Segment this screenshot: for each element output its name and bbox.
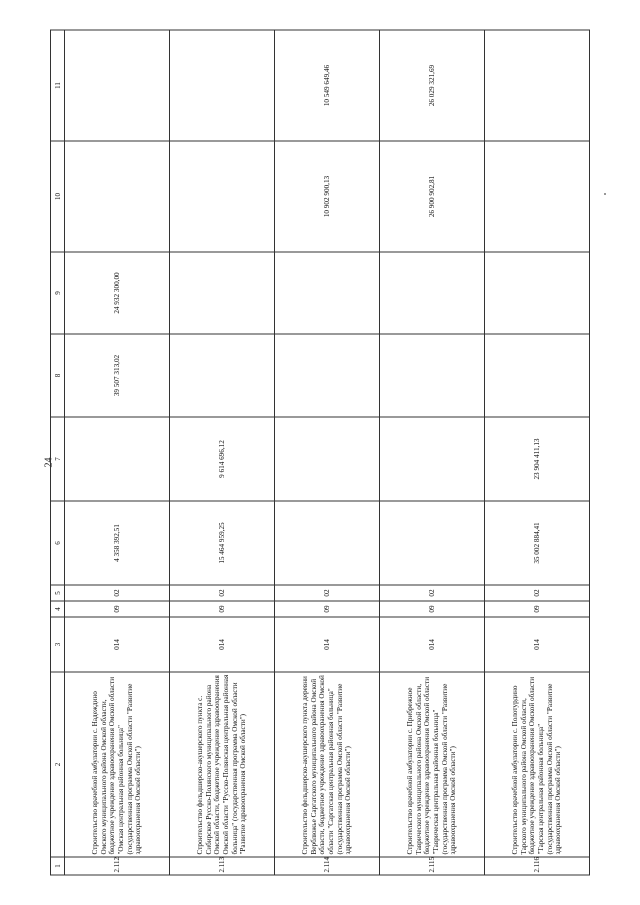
cell-col-7 bbox=[380, 417, 485, 501]
cell-col-9 bbox=[170, 252, 275, 334]
scan-speck bbox=[604, 193, 606, 195]
cell-col-8 bbox=[170, 334, 275, 417]
cell-col-7: 23 904 411,13 bbox=[485, 417, 590, 501]
cell-col-7 bbox=[275, 417, 380, 501]
cell-col-5: 02 bbox=[485, 585, 590, 601]
cell-col-9: 24 932 300,00 bbox=[65, 252, 170, 334]
col-header-4: 4 bbox=[51, 601, 65, 617]
cell-col-10: 26 900 902,81 bbox=[380, 141, 485, 252]
col-header-9: 9 bbox=[51, 252, 65, 334]
budget-table bbox=[50, 29, 590, 875]
cell-col-11 bbox=[485, 30, 590, 141]
cell-col-4: 09 bbox=[485, 601, 590, 617]
row-description: Строительство фельдшерско-акушерского пункта деревни Верблюжье Саргатского муниципального района Омской области, бюджетное учреждение здравоохранения Омской области "Саргатская центральная районная больница" (государственная программа Омской области "Развитие здравоохранения Омской области") bbox=[275, 672, 380, 857]
row-description: Строительство врачебной амбулатории с. Прибрежное Таврического муниципального района Омской области, бюджетное учреждение здравоохранения Омской области "Таврическая центральная районная больница" (государственная программа Омской области "Развитие здравоохранения Омской области") bbox=[380, 672, 485, 857]
cell-col-5: 02 bbox=[275, 585, 380, 601]
rotated-sheet bbox=[50, 30, 590, 875]
col-header-6: 6 bbox=[51, 501, 65, 585]
cell-col-10 bbox=[170, 141, 275, 252]
table-row bbox=[170, 30, 275, 875]
cell-col-9 bbox=[275, 252, 380, 334]
cell-col-8: 39 507 313,02 bbox=[65, 334, 170, 417]
col-header-10: 10 bbox=[51, 141, 65, 252]
cell-col-4: 09 bbox=[275, 601, 380, 617]
cell-col-4: 09 bbox=[65, 601, 170, 617]
col-header-7: 7 bbox=[51, 417, 65, 501]
col-header-5: 5 bbox=[51, 585, 65, 601]
cell-col-7 bbox=[65, 417, 170, 501]
col-header-2: 2 bbox=[51, 672, 65, 857]
col-header-8: 8 bbox=[51, 334, 65, 417]
cell-col-6: 35 002 884,41 bbox=[485, 501, 590, 585]
col-header-1: 1 bbox=[51, 857, 65, 875]
cell-col-3: 014 bbox=[275, 617, 380, 672]
row-number: 2.113 bbox=[170, 857, 275, 875]
cell-col-10 bbox=[65, 141, 170, 252]
table-row bbox=[275, 30, 380, 875]
cell-col-4: 09 bbox=[380, 601, 485, 617]
cell-col-3: 014 bbox=[380, 617, 485, 672]
cell-col-3: 014 bbox=[65, 617, 170, 672]
cell-col-11 bbox=[170, 30, 275, 141]
header-row bbox=[51, 30, 65, 875]
cell-col-6: 15 464 959,25 bbox=[170, 501, 275, 585]
cell-col-9 bbox=[485, 252, 590, 334]
cell-col-8 bbox=[275, 334, 380, 417]
cell-col-4: 09 bbox=[170, 601, 275, 617]
row-description: Строительство фельдшерско-акушерского пункта с. Сибирское Русско-Полянского муниципального района Омской области, бюджетное учреждение здравоохранения Омской области "Русско-Полянская центральная районная больница" (государственная программа Омской области "Развитие здравоохранения Омской области") bbox=[170, 672, 275, 857]
row-number: 2.112 bbox=[65, 857, 170, 875]
row-number: 2.114 bbox=[275, 857, 380, 875]
cell-col-3: 014 bbox=[485, 617, 590, 672]
table-row bbox=[485, 30, 590, 875]
cell-col-11: 26 029 321,69 bbox=[380, 30, 485, 141]
col-header-11: 11 bbox=[51, 30, 65, 141]
cell-col-9 bbox=[380, 252, 485, 334]
col-header-3: 3 bbox=[51, 617, 65, 672]
cell-col-8 bbox=[485, 334, 590, 417]
cell-col-6 bbox=[380, 501, 485, 585]
cell-col-5: 02 bbox=[170, 585, 275, 601]
cell-col-11 bbox=[65, 30, 170, 141]
cell-col-10: 10 902 900,13 bbox=[275, 141, 380, 252]
row-description: Строительство врачебной амбулатории с. Полотурдино Тарского муниципального района Омской области, бюджетное учреждение здравоохранения Омской области "Тарская центральная районная больница" (государственная программа Омской области "Развитие здравоохранения Омской области") bbox=[485, 672, 590, 857]
row-number: 2.115 bbox=[380, 857, 485, 875]
cell-col-11: 10 549 649,46 bbox=[275, 30, 380, 141]
cell-col-6: 4 358 392,51 bbox=[65, 501, 170, 585]
page-number: 24 bbox=[43, 457, 55, 468]
row-number: 2.116 bbox=[485, 857, 590, 875]
cell-col-10 bbox=[485, 141, 590, 252]
cell-col-7: 9 614 696,12 bbox=[170, 417, 275, 501]
table-row bbox=[380, 30, 485, 875]
cell-col-8 bbox=[380, 334, 485, 417]
cell-col-5: 02 bbox=[65, 585, 170, 601]
table-row bbox=[65, 30, 170, 875]
cell-col-5: 02 bbox=[380, 585, 485, 601]
cell-col-6 bbox=[275, 501, 380, 585]
cell-col-3: 014 bbox=[170, 617, 275, 672]
row-description: Строительство врачебной амбулатории с. Надеждино Омского муниципального района Омской области, бюджетное учреждение здравоохранения Омской области "Омская центральная районная больница" (государственная программа Омской области "Развитие здравоохранения Омской области") bbox=[65, 672, 170, 857]
